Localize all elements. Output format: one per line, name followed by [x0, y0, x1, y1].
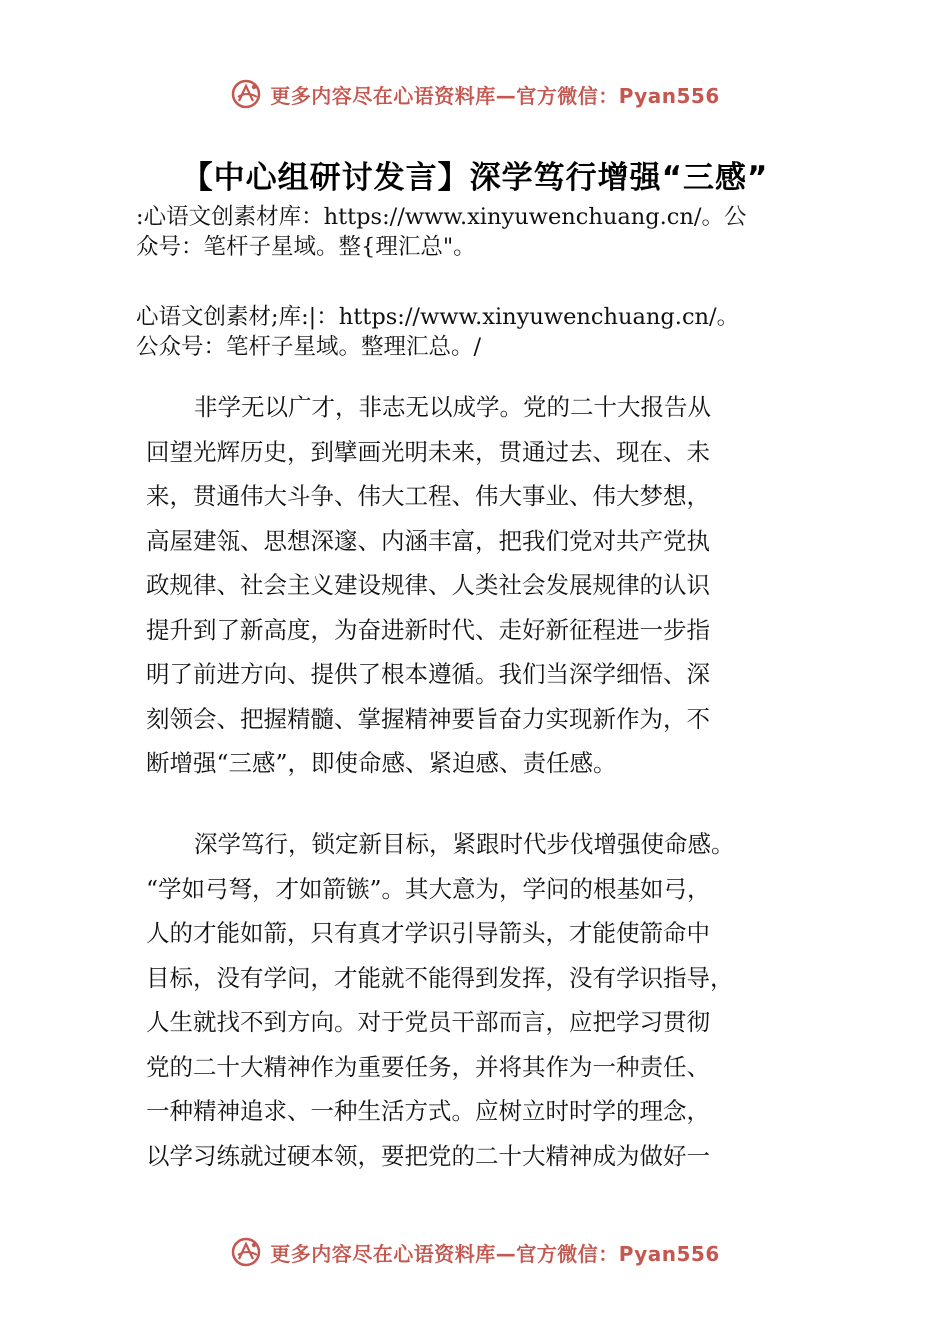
source-line: :心语文创素材库：https://www.xinyuwenchuang.cn/。公: [136, 204, 747, 230]
paragraph-line: 党的二十大精神作为重要任务，并将其作为一种责任、: [146, 1052, 710, 1081]
paragraph-line: 人的才能如箭，只有真才学识引导箭头，才能使箭命中: [146, 919, 710, 947]
source-line: 众号：笔杆子星域。整{理汇总"。: [136, 234, 476, 260]
footer-banner: [0, 1232, 950, 1272]
paragraph-line: 断增强“三感”，即使命感、紧迫感、责任感。: [146, 749, 617, 777]
logo-icon: [230, 1235, 264, 1269]
paragraph-line: 深学笃行，锁定新目标，紧跟时代步伐增强使命感。: [194, 830, 735, 858]
paragraph-line: 一种精神追求、一种生活方式。应树立时时学的理念，: [146, 1097, 710, 1125]
body-paragraph: [146, 822, 816, 1178]
banner-text: 更多内容尽在心语资料库—官方微信：Pyan556: [270, 83, 720, 108]
header-banner: [0, 74, 950, 114]
source-note: [136, 302, 836, 362]
source-line: 公众号：笔杆子星域。整理汇总。/: [136, 334, 482, 360]
paragraph-line: 人生就找不到方向。对于党员干部而言，应把学习贯彻: [146, 1008, 710, 1036]
banner-text: 更多内容尽在心语资料库—官方微信：Pyan556: [270, 1241, 720, 1266]
source-line: 心语文创素材;库:|：https://www.xinyuwenchuang.cn/。: [136, 304, 740, 330]
paragraph-line: 刻领会、把握精髓、掌握精神要旨奋力实现新作为，不: [146, 704, 710, 733]
paragraph-line: 高屋建瓴、思想深邃、内涵丰富，把我们党对共产党执: [146, 526, 710, 555]
paragraph-line: 政规律、社会主义建设规律、人类社会发展规律的认识: [146, 571, 710, 599]
body-paragraph: [146, 385, 816, 786]
paragraph-line: 回望光辉历史，到擘画光明未来，贯通过去、现在、未: [146, 437, 710, 466]
paragraph-line: 提升到了新高度，为奋进新时代、走好新征程进一步指: [146, 615, 710, 644]
logo-icon: [230, 77, 264, 111]
paragraph-line: 非学无以广才，非志无以成学。党的二十大报告从: [194, 393, 711, 421]
paragraph-line: 明了前进方向、提供了根本遵循。我们当深学细悟、深: [146, 660, 710, 688]
paragraph-line: 以学习练就过硬本领，要把党的二十大精神成为做好一: [146, 1141, 710, 1170]
paragraph-line: 目标，没有学问，才能就不能得到发挥，没有学识指导，: [146, 963, 734, 992]
page-title: 【中心组研讨发言】深学笃行增强“三感”: [181, 160, 769, 196]
paragraph-line: “学如弓弩，才如箭镞”。其大意为，学问的根基如弓，: [146, 874, 711, 903]
paragraph-line: 来，贯通伟大斗争、伟大工程、伟大事业、伟大梦想，: [146, 482, 710, 510]
source-note: [136, 202, 836, 262]
